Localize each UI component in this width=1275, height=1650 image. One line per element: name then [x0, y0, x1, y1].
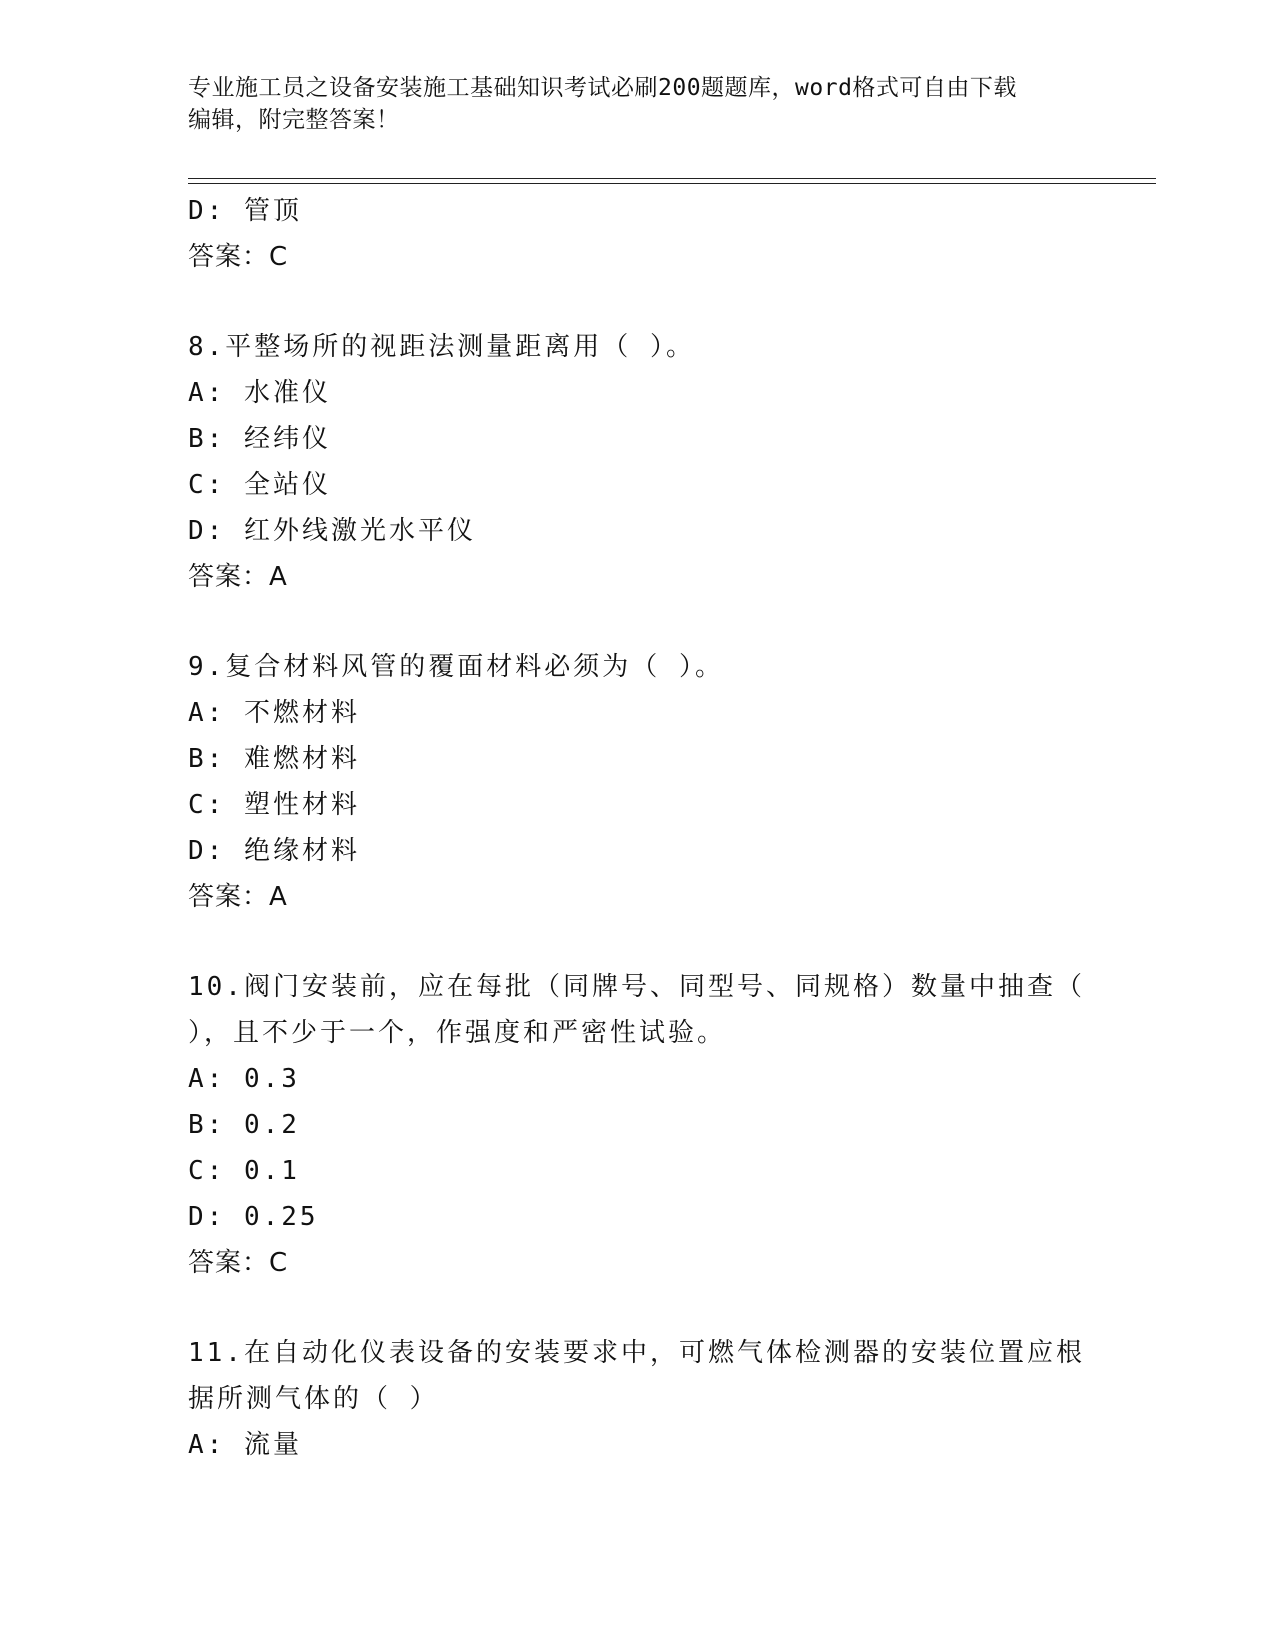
header-line-1: 专业施工员之设备安装施工基础知识考试必刷200题题库，word格式可自由下载: [188, 75, 1017, 101]
answer-line: 答案：C: [188, 242, 289, 272]
option-c: C: 0.1: [188, 1156, 300, 1186]
previous-question-tail: [188, 188, 1088, 280]
question-stem-line-2: 据所测气体的（ ）: [188, 1384, 439, 1414]
option-a: A: 流量: [188, 1430, 302, 1460]
header-line-2: 编辑，附完整答案！: [188, 107, 400, 133]
question-10: [188, 964, 1088, 1286]
question-stem: 8.平整场所的视距法测量距离用（ ）。: [188, 332, 695, 362]
option-b: B: 0.2: [188, 1110, 300, 1140]
option-d: D: 绝缘材料: [188, 836, 360, 866]
option-c: C: 塑性材料: [188, 790, 360, 820]
header-divider-top: [188, 178, 1156, 179]
option-d: D: 红外线激光水平仪: [188, 516, 476, 546]
option-c: C: 全站仪: [188, 470, 331, 500]
option-a: A: 水准仪: [188, 378, 331, 408]
header-divider-bottom: [188, 183, 1156, 184]
answer-line: 答案：A: [188, 562, 288, 592]
question-list: [188, 188, 1088, 1468]
answer-line: 答案：A: [188, 882, 288, 912]
question-stem-line-1: 11.在自动化仪表设备的安装要求中，可燃气体检测器的安装位置应根: [188, 1338, 1085, 1368]
question-stem: 9.复合材料风管的覆面材料必须为（ ）。: [188, 652, 724, 682]
question-stem-line-1: 10.阀门安装前，应在每批（同牌号、同型号、同规格）数量中抽查（: [188, 972, 1085, 1002]
option-d: D: 0.25: [188, 1202, 319, 1232]
question-11: [188, 1330, 1088, 1468]
option-b: B: 难燃材料: [188, 744, 360, 774]
question-stem-line-2: ），且不少于一个，作强度和严密性试验。: [188, 1018, 727, 1048]
option-a: A: 0.3: [188, 1064, 300, 1094]
question-8: [188, 324, 1088, 600]
document-header: [188, 72, 1088, 136]
option-b: B: 经纬仪: [188, 424, 331, 454]
answer-line: 答案：C: [188, 1248, 289, 1278]
question-9: [188, 644, 1088, 920]
option-d: D: 管顶: [188, 196, 302, 226]
option-a: A: 不燃材料: [188, 698, 360, 728]
